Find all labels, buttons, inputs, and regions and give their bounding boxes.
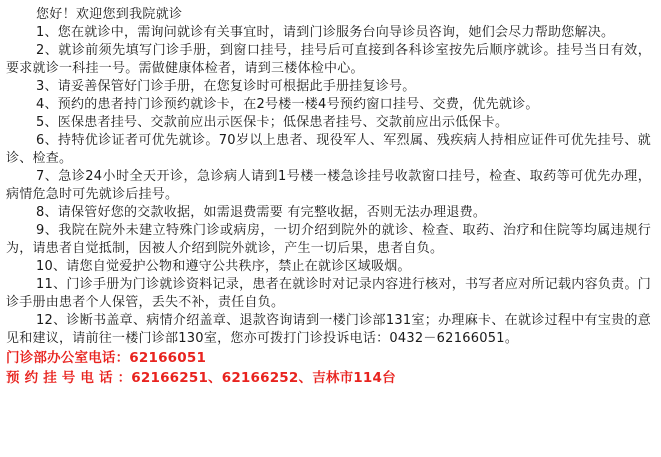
- appointment-phone-line: 预 约 挂 号 电 话 ：62166251、62166252、吉林市114台: [6, 370, 396, 386]
- notice-item-5: 5、医保患者挂号、交款前应出示医保卡；低保患者挂号、交款前应出示低保卡。: [36, 115, 509, 130]
- notice-item-8: 8、请保管好您的交款收据，如需退费需要 有完整收据，否则无法办理退费。: [36, 205, 487, 220]
- notice-item-11: 11、门诊手册为门诊就诊资料记录，患者在就诊时对记录内容进行核对，书写者应对所记载内容负责。门诊手册由患者个人保管，丢失不补，责任自负。: [6, 277, 651, 310]
- greeting-heading: 您好！欢迎您到我院就诊: [36, 7, 183, 22]
- office-phone-line: 门诊部办公室电话：62166051: [6, 350, 207, 366]
- notice-item-6: 6、持特优诊证者可优先就诊。70岁以上患者、现役军人、军烈属、残疾病人持相应证件可优先挂号、就诊、检查。: [6, 133, 651, 166]
- notice-item-9: 9、我院在院外未建立特殊门诊或病房，一切介绍到院外的就诊、检查、取药、治疗和住院等均属违规行为，请患者自觉抵制，因被人介绍到院外就诊，产生一切后果，患者自负。: [6, 223, 651, 256]
- notice-item-1: 1、您在就诊中，需询问就诊有关事宜时，请到门诊服务台向导诊员咨询，她们会尽力帮助您解决。: [36, 25, 615, 40]
- notice-item-2: 2、就诊前须先填写门诊手册，到窗口挂号，挂号后可直接到各科诊室按先后顺序就诊。挂号当日有效，要求就诊一科挂一号。需做健康体检者，请到三楼体检中心。: [6, 43, 651, 76]
- notice-item-10: 10、请您自觉爱护公物和遵守公共秩序，禁止在就诊区域吸烟。: [36, 259, 411, 274]
- notice-item-12: 12、诊断书盖章、病情介绍盖章、退款咨询请到一楼门诊部131室；办理麻卡、在就诊过程中有宝贵的意见和建议，请前往一楼门诊部130室，您亦可拨打门诊投诉电话：0432－62166051。: [6, 313, 651, 346]
- notice-item-4: 4、预约的患者持门诊预约就诊卡，在2号楼一楼4号预约窗口挂号、交费，优先就诊。: [36, 97, 539, 112]
- notice-item-3: 3、请妥善保管好门诊手册，在您复诊时可根据此手册挂复诊号。: [36, 79, 416, 94]
- notice-item-7: 7、急诊24小时全天开诊，急诊病人请到1号楼一楼急诊挂号收款窗口挂号，检查、取药等可优先办理，病情危急时可先就诊后挂号。: [6, 169, 651, 202]
